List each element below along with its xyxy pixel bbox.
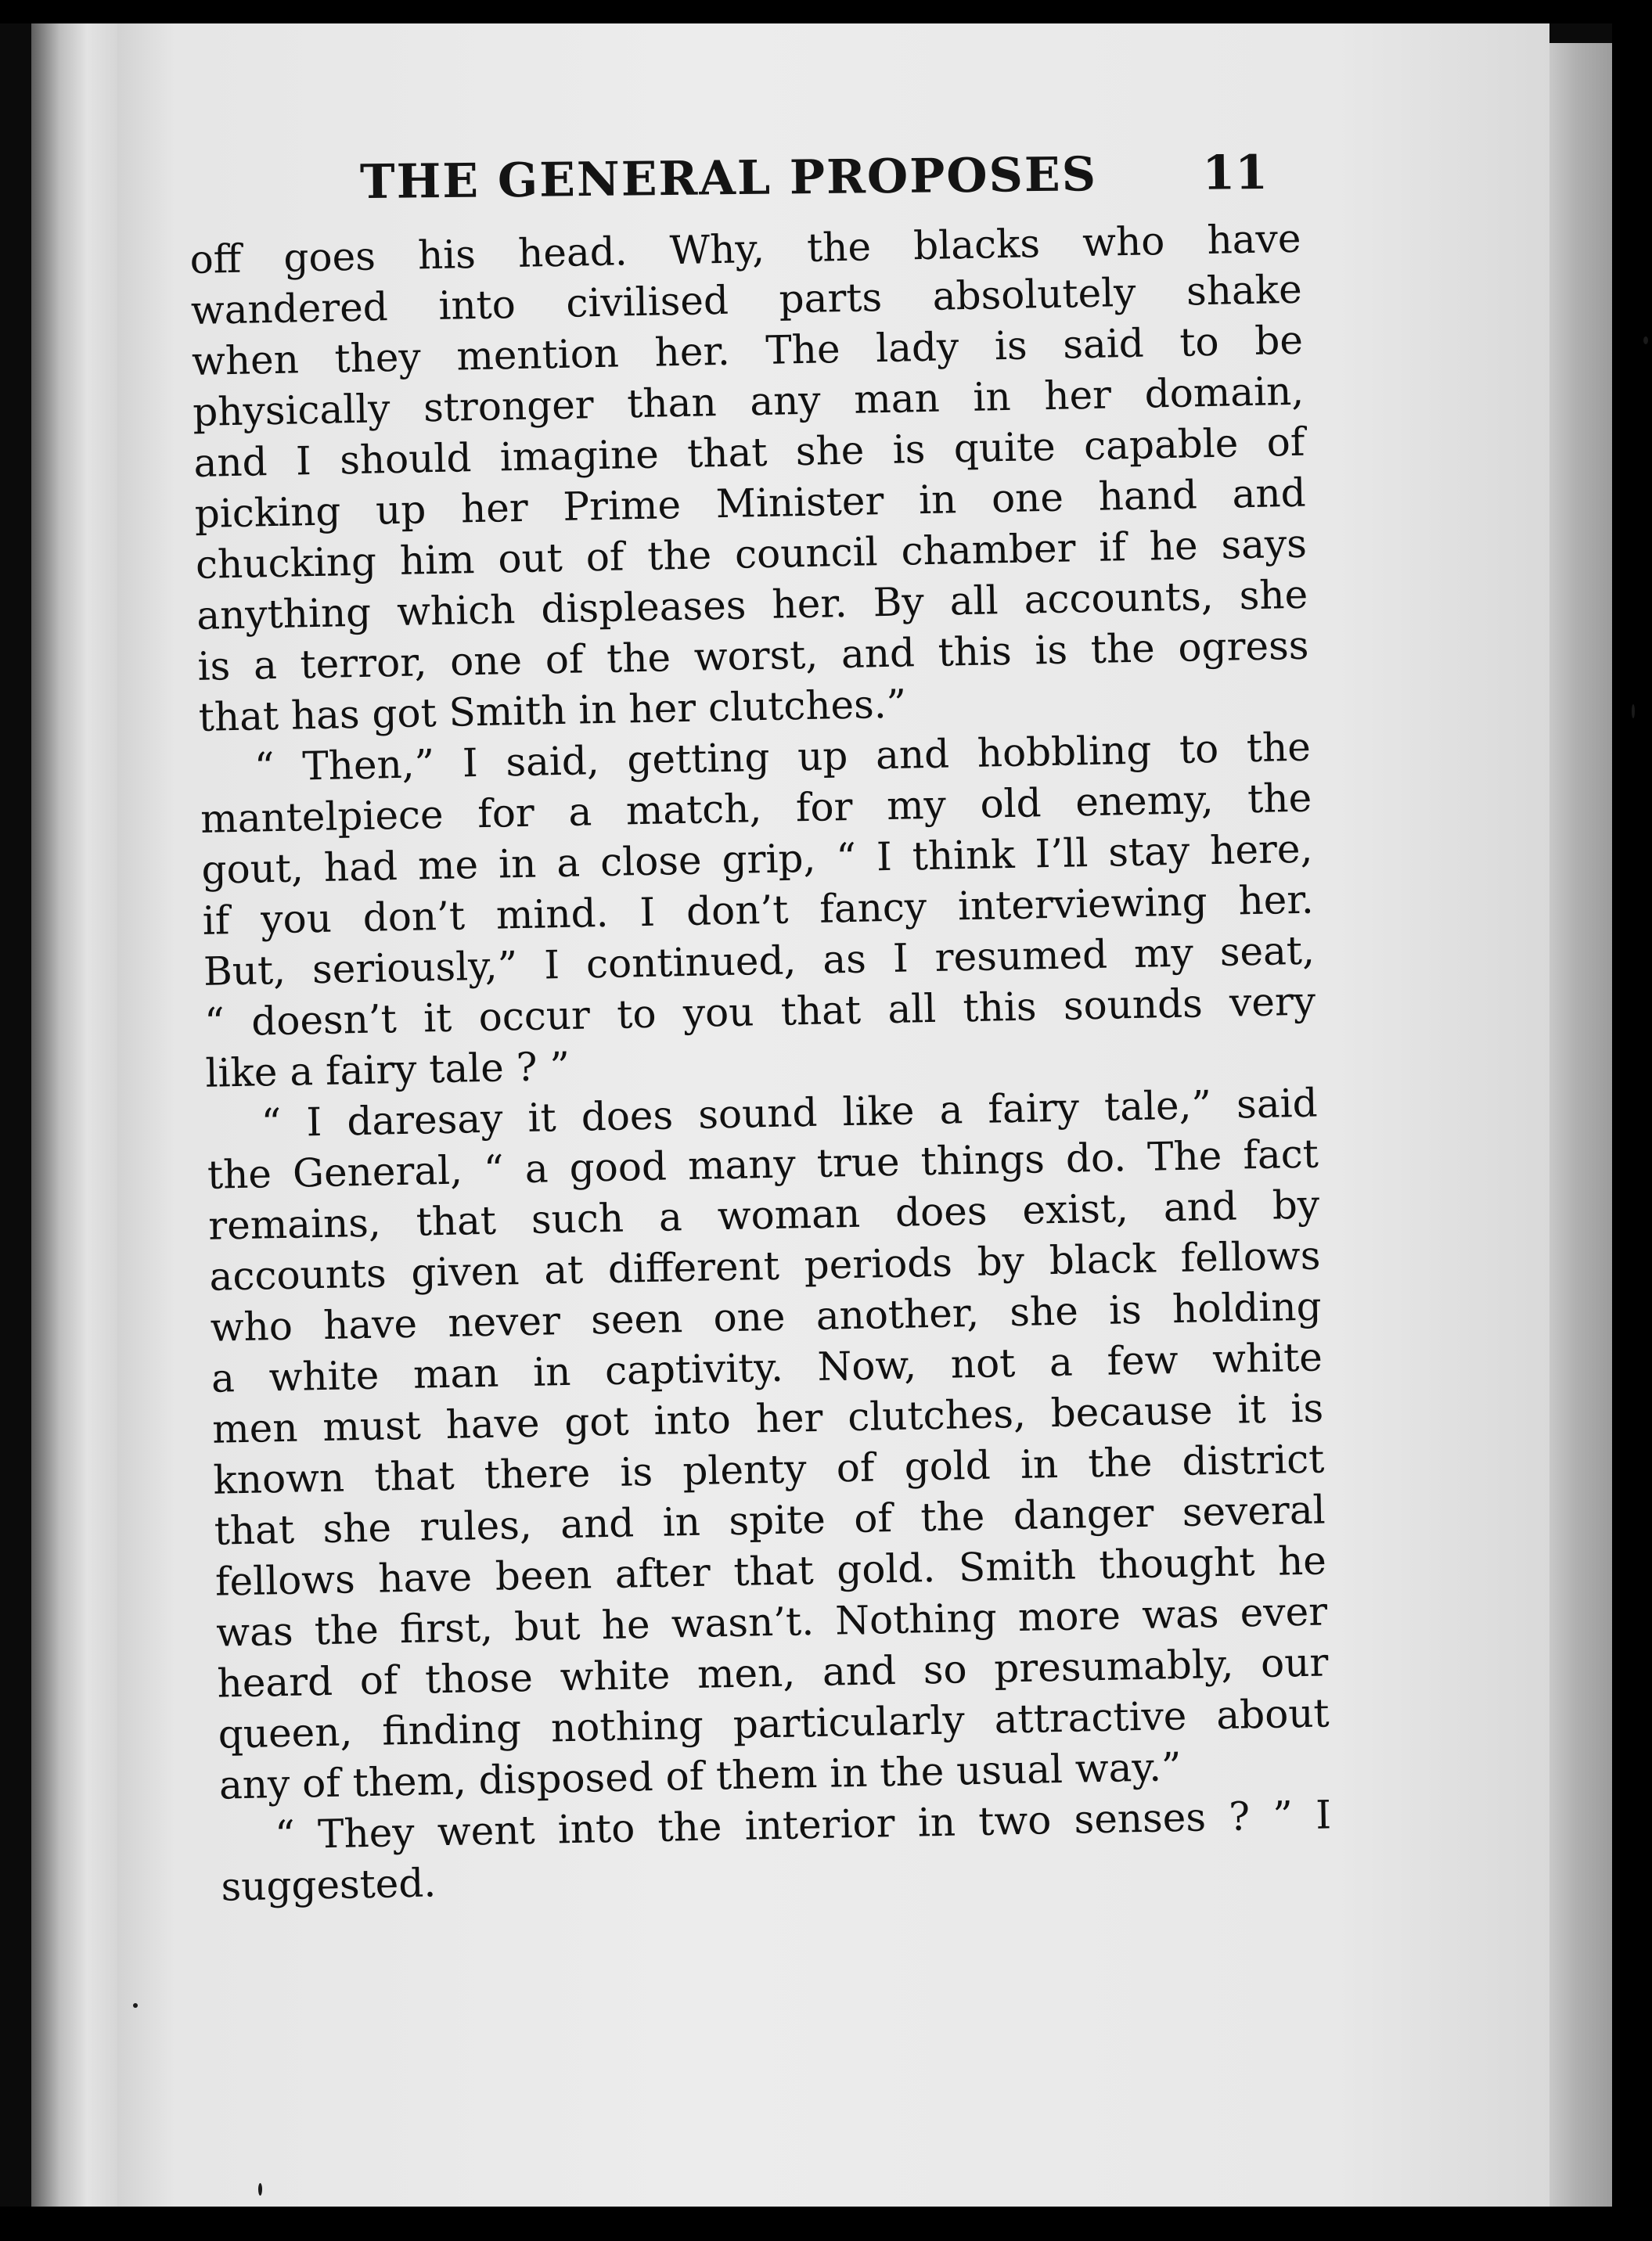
scan-speck [1643, 336, 1648, 344]
text-line: “ doesn’t it occur to you that all this sounds very [203, 978, 1316, 1045]
text-line: that she rules, and in spite of the danger several [214, 1487, 1326, 1554]
text-line: gout, had me in a close grip, “ I think I’ll stay here, [201, 826, 1313, 893]
text-line: off goes his head. Why, the blacks who have [189, 215, 1301, 282]
text-line: was the first, but he wasn’t. Nothing more was ever [215, 1588, 1328, 1656]
text-line: is a terror, one of the worst, and this is the ogress [197, 622, 1309, 689]
scan-border-bottom [0, 2207, 1652, 2241]
text-line: suggested. [220, 1860, 437, 1910]
scan-speck [1632, 704, 1635, 718]
text-line: a white man in captivity. Now, not a few white [211, 1334, 1323, 1401]
text-line: the General, “ a good many true things do. The fact [207, 1131, 1319, 1198]
text-line: chucking him out of the council chamber if he says [195, 520, 1308, 588]
text-line: remains, that such a woman does exist, and by [207, 1182, 1320, 1249]
text-line: But, seriously,” I continued, as I resumed my seat, [203, 927, 1315, 995]
text-line: that has got Smith in her clutches.” [198, 681, 907, 740]
text-line: queen, finding nothing particularly attractive about [218, 1690, 1330, 1757]
text-line: wandered into civilised parts absolutely shake [190, 266, 1303, 333]
page-number: 11 [1202, 145, 1269, 201]
running-title: THE GENERAL PROPOSES [359, 147, 1098, 210]
text-line: anything which displeases her. By all accounts, she [196, 571, 1308, 638]
text-line: if you don’t mind. I don’t fancy interviewing her. [202, 876, 1315, 944]
text-line: men must have got into her clutches, because it is [211, 1385, 1324, 1452]
text-line: who have never seen one another, she is holding [210, 1283, 1323, 1351]
text-line: fellows have been after that gold. Smith thought he [214, 1538, 1327, 1605]
text-line: heard of those white men, and so presumably, our [216, 1639, 1329, 1707]
text-line: physically stronger than any man in her domain, [192, 368, 1305, 435]
text-line: picking up her Prime Minister in one hand and [194, 469, 1307, 537]
page-header [360, 146, 1269, 218]
text-line: “ I daresay it does sound like a fairy tale,” said [261, 1080, 1319, 1146]
scan-border-top [0, 0, 1652, 23]
text-line: “ Then,” I said, getting up and hobbling to the [254, 724, 1312, 790]
text-line: when they mention her. The lady is said to be [191, 317, 1304, 384]
scan-speck [133, 2003, 138, 2008]
page-fore-edge [1549, 43, 1616, 2210]
scan-speck [258, 2183, 262, 2196]
text-line: accounts given at different periods by black fellows [209, 1232, 1321, 1300]
text-line: “ They went into the interior in two senses ? ” I [274, 1792, 1332, 1858]
text-line: any of them, disposed of them in the usual way.” [218, 1744, 1182, 1808]
text-line: mantelpiece for a match, for my old enemy, the [200, 775, 1312, 842]
body-text [189, 214, 1333, 1913]
text-line: known that there is plenty of gold in the district [213, 1436, 1325, 1503]
text-line: like a fairy tale ? ” [205, 1043, 570, 1096]
text-line: and I should imagine that she is quite capable of [193, 419, 1305, 486]
